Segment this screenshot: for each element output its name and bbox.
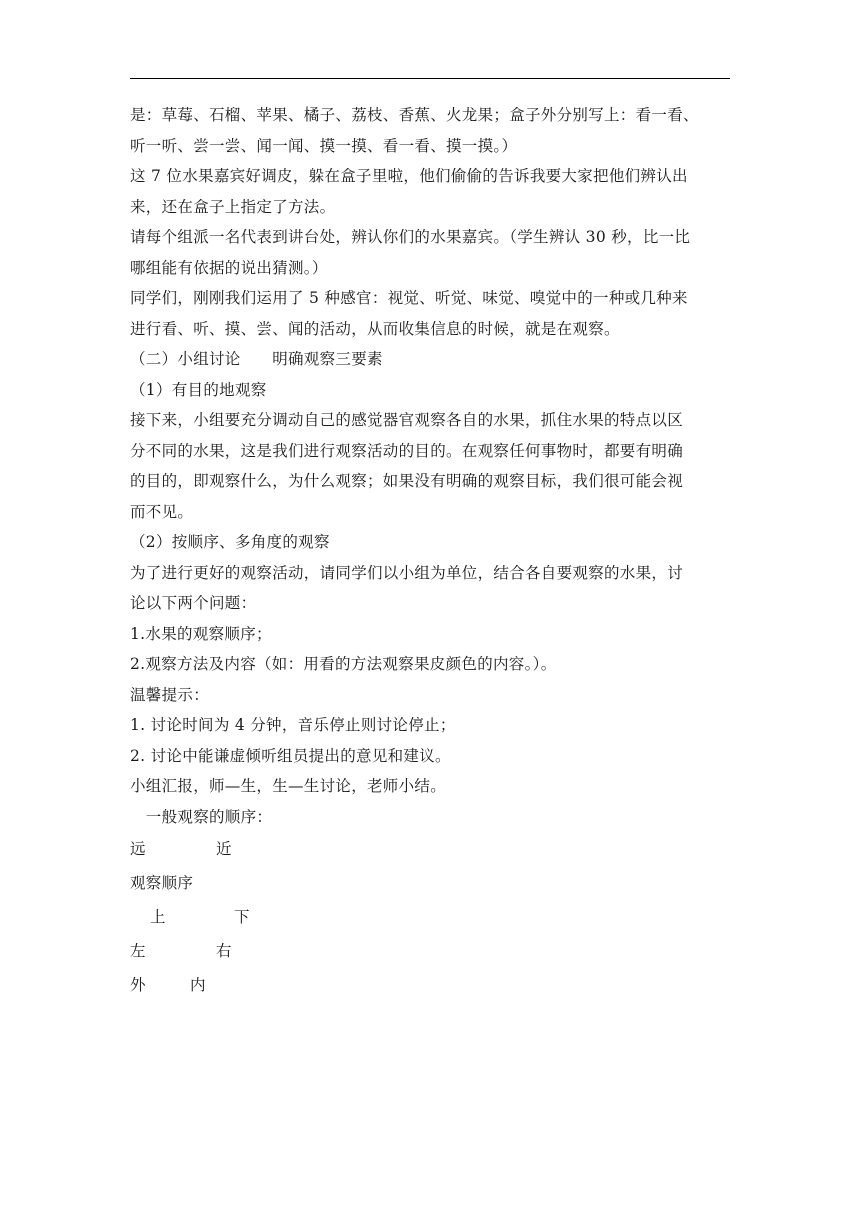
down-label: 下 xyxy=(234,908,250,926)
up-down-row xyxy=(130,900,732,934)
paragraph-line: 论以下两个问题： xyxy=(130,594,257,612)
diagram-title: 观察顺序 xyxy=(130,874,194,892)
paragraph-line: 进行看、听、摸、尝、闻的活动，从而收集信息的时候，就是在观察。 xyxy=(130,319,620,338)
list-item: 2.观察方法及内容（如：用看的方法观察果皮颜色的内容。）。 xyxy=(130,655,557,673)
subsection-heading: （2）按顺序、多角度的观察 xyxy=(130,533,330,551)
far-near-row xyxy=(130,832,732,866)
tips-heading: 温馨提示： xyxy=(130,685,210,704)
paragraph-line: 请每个组派一名代表到讲台处，辨认你们的水果嘉宾。（学生辨认 30 秒，比一比 xyxy=(130,228,691,246)
list-item: 1.水果的观察顺序； xyxy=(130,624,272,643)
outer-inner-row xyxy=(130,968,732,1002)
paragraph-line: 分不同的水果，这是我们进行观察活动的目的。在观察任何事物时，都要有明确 xyxy=(130,441,684,460)
paragraph-line: 小组汇报，师—生，生—生讨论，老师小结。 xyxy=(130,777,447,795)
paragraph-line: 而不见。 xyxy=(130,502,194,521)
paragraph-line: 是：草莓、石榴、苹果、橘子、荔枝、香蕉、火龙果；盒子外分别写上：看一看、 xyxy=(130,106,699,124)
left-label: 左 xyxy=(130,942,146,960)
near-label: 近 xyxy=(216,840,232,858)
up-label: 上 xyxy=(150,908,166,926)
section-heading: （二）小组讨论 明确观察三要素 xyxy=(130,350,383,368)
document-body xyxy=(130,100,732,1002)
inner-label: 内 xyxy=(190,976,206,994)
observation-order-diagram xyxy=(130,832,732,1002)
left-right-row xyxy=(130,934,732,968)
list-item: 1. 讨论时间为 4 分钟，音乐停止则讨论停止； xyxy=(130,716,456,734)
paragraph-line: 哪组能有依据的说出猜测。） xyxy=(130,258,328,277)
list-item: 2. 讨论中能谦虚倾听组员提出的意见和建议。 xyxy=(130,746,451,765)
right-label: 右 xyxy=(216,942,232,960)
paragraph-line: 这 7 位水果嘉宾好调皮，躲在盒子里啦，他们偷偷的告诉我要大家把他们辨认出 xyxy=(130,167,688,185)
outer-label: 外 xyxy=(130,976,146,994)
paragraph-line: 为了进行更好的观察活动，请同学们以小组为单位，结合各自要观察的水果，讨 xyxy=(130,563,684,582)
paragraph-line: 接下来，小组要充分调动自己的感觉器官观察各自的水果，抓住水果的特点以区 xyxy=(130,411,684,429)
paragraph-line: 听一听、尝一尝、闻一闻、摸一摸、看一看、摸一摸。） xyxy=(130,136,518,155)
header-rule xyxy=(130,78,730,79)
paragraph-line: 的目的，即观察什么，为什么观察；如果没有明确的观察目标，我们很可能会视 xyxy=(130,472,684,490)
diagram-title-row xyxy=(130,866,732,900)
far-label: 远 xyxy=(130,840,146,858)
paragraph-line: 同学们，刚刚我们运用了 5 种感官：视觉、听觉、味觉、嗅觉中的一种或几种来 xyxy=(130,289,688,307)
paragraph-line: 一般观察的顺序： xyxy=(130,807,273,826)
subsection-heading: （1）有目的地观察 xyxy=(130,380,267,399)
paragraph-line: 来，还在盒子上指定了方法。 xyxy=(130,197,336,216)
